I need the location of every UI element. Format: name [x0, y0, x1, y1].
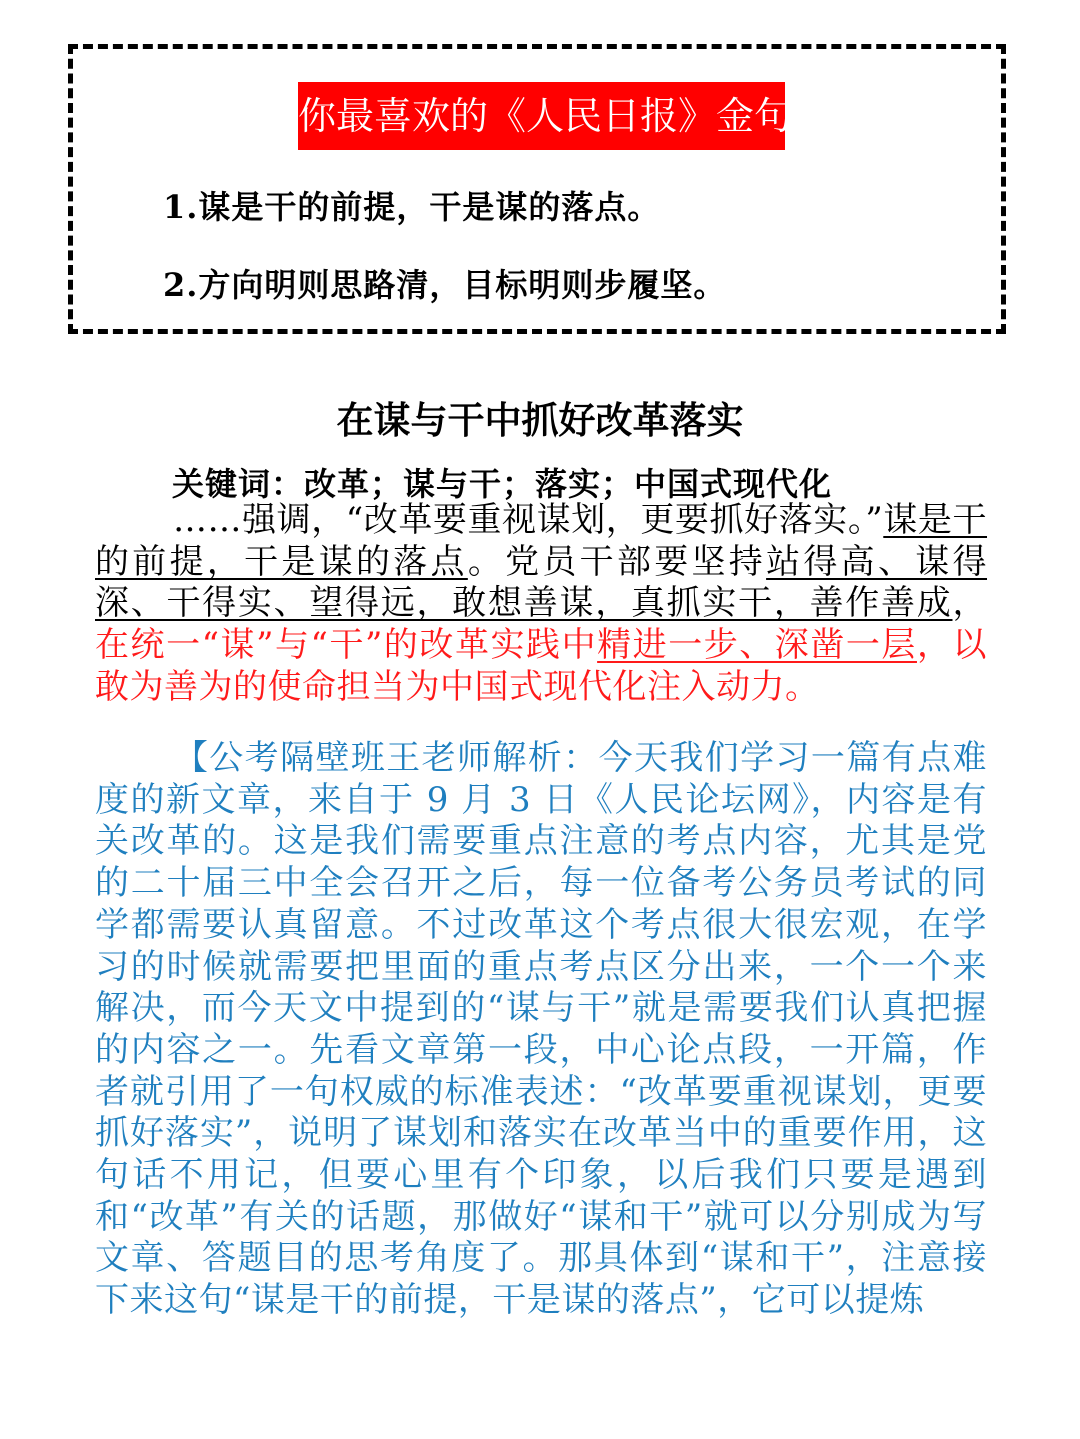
teacher-analysis: [95, 738, 987, 1322]
excerpt-underlined-requirements: 站得高、谋得深、干得实、望得远，敢想善谋，真抓实干，善作善成: [95, 541, 988, 624]
golden-quote-banner: 你最喜欢的《人民日报》金句: [298, 82, 785, 150]
article-title: 在谋与干中抓好改革落实: [336, 398, 744, 442]
article-excerpt: [95, 500, 987, 709]
excerpt-text: 。党员干部要坚持: [467, 541, 767, 582]
excerpt-underlined-key-sentence: 谋是干的前提，干是谋的落点: [95, 500, 988, 582]
excerpt-intro: ……强调，“改革要重视谋划，更要抓好落实。”: [173, 500, 884, 540]
golden-quote-box: [68, 44, 1006, 334]
excerpt-comma: ，: [952, 583, 987, 624]
article-keywords: 关键词：改革；谋与干；落实；中国式现代化: [172, 465, 833, 503]
excerpt-red-conclusion: ，以敢为善为的使命担当为中国式现代化注入动力。: [95, 625, 988, 707]
golden-quote-1: 1.谋是干的前提，干是谋的落点。: [163, 188, 661, 226]
excerpt-red-underlined-highlight: 精进一步、深凿一层: [597, 625, 917, 666]
teacher-analysis-text: 【公考隔壁班王老师解析：今天我们学习一篇有点难度的新文章，来自于 9 月 3 日《人民论坛网》，内容是有关改革的。这是我们需要重点注意的考点内容，尤其是党的二十届三中全会召开之后，每一位备考公务员考试的同学都需要认真留意。不过改革这个考点很大很宏观，在学习的时候就需要把里面的重点考点区分出来，一个一个来解决，而今天文中提到的“谋与干”就是需要我们认真把握的内容之一。先看文章第一段，中心论点段，一开篇，作者就引用了一句权威的标准表述：“改革要重视谋划，更要抓好落实”，说明了谋划和落实在改革当中的重要作用，这句话不用记，但要心里有个印象，以后我们只要是遇到和“改革”有关的话题，那做好“谋和干”就可以分别成为写文章、答题目的思考角度了。那具体到“谋和干”，注意接下来这句“谋是干的前提，干是谋的落点”，它可以提炼: [95, 738, 987, 1321]
excerpt-red-highlight: 在统一“谋”与“干”的改革实践中: [95, 625, 598, 666]
golden-quote-2: 2.方向明则思路清，目标明则步履坚。: [163, 266, 727, 304]
